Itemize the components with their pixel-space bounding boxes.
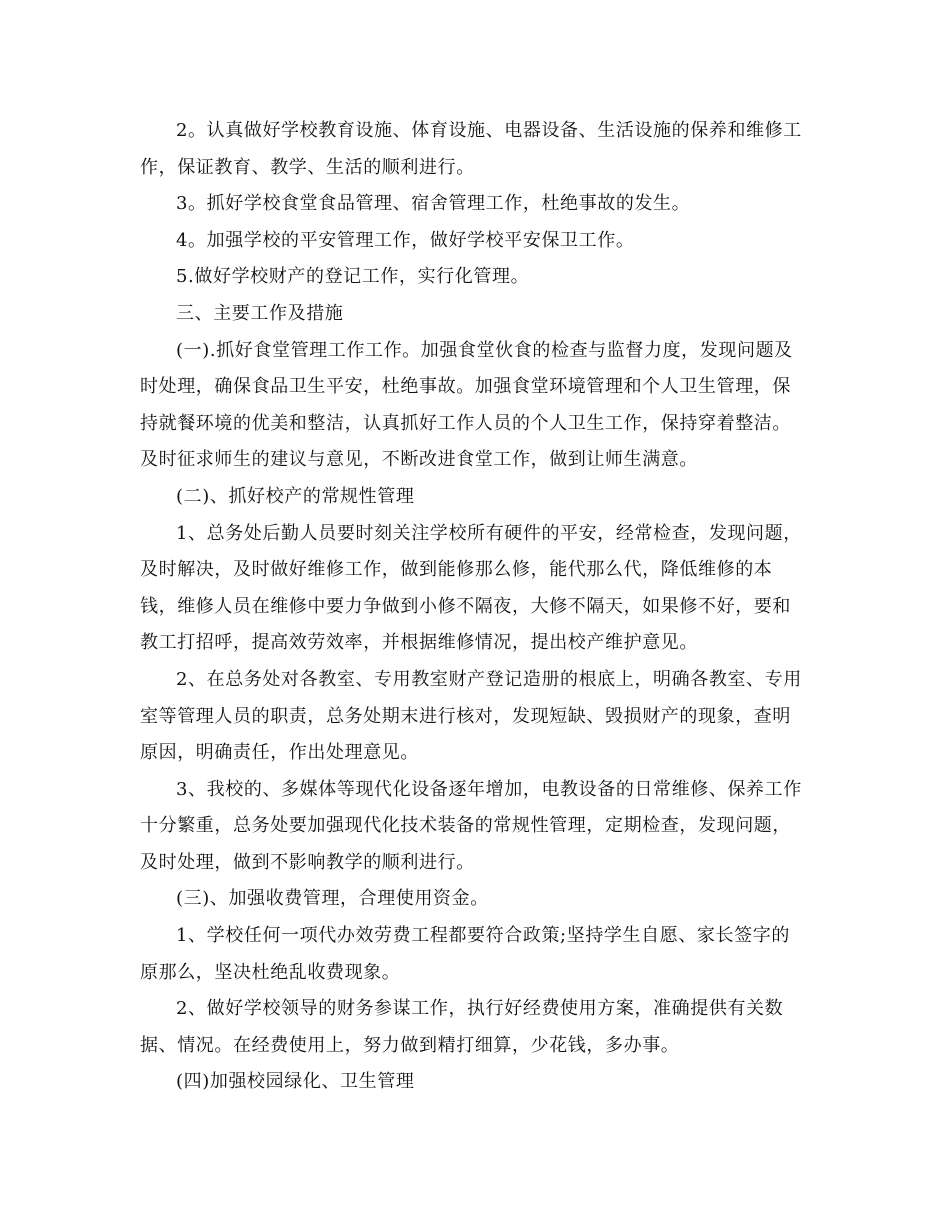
document-body bbox=[140, 113, 810, 1101]
paragraph-line: 及时征求师生的建议与意见，不断改进食堂工作，做到让师生满意。 bbox=[140, 449, 698, 471]
paragraph-first-line: 2、在总务处对各教室、专用教室财产登记造册的根底上，明确各教室、专用 bbox=[176, 668, 802, 690]
paragraph bbox=[140, 881, 810, 918]
paragraph-line: 及时解决，及时做好维修工作，做到能修那么修，能代那么代，降低维修的本 bbox=[140, 559, 773, 581]
paragraph-line: 十分繁重，总务处要加强现代化技术装备的常规性管理，定期检查，发现问题， bbox=[140, 815, 791, 837]
paragraph bbox=[140, 1064, 810, 1101]
paragraph-line: 教工打招呼，提高效劳效率，并根据维修情况，提出校产维护意见。 bbox=[140, 632, 698, 654]
paragraph-first-line: 4。加强学校的平安管理工作，做好学校平安保卫工作。 bbox=[176, 229, 635, 251]
paragraph bbox=[140, 918, 810, 991]
paragraph bbox=[140, 479, 810, 516]
paragraph-first-line: (三)、加强收费管理，合理使用资金。 bbox=[176, 888, 489, 910]
paragraph bbox=[140, 333, 810, 479]
paragraph bbox=[140, 223, 810, 260]
paragraph-line: 及时处理，做到不影响教学的顺利进行。 bbox=[140, 851, 475, 873]
paragraph-first-line: 2。认真做好学校教育设施、体育设施、电器设备、生活设施的保养和维修工 bbox=[176, 120, 802, 141]
paragraph-first-line: 三、主要工作及措施 bbox=[176, 302, 344, 324]
paragraph bbox=[140, 259, 810, 296]
paragraph-first-line: 2、做好学校领导的财务参谋工作，执行好经费使用方案，准确提供有关数 bbox=[176, 998, 784, 1020]
paragraph-line: 持就餐环境的优美和整洁，认真抓好工作人员的个人卫生工作，保持穿着整洁。 bbox=[140, 412, 791, 434]
paragraph-line: 室等管理人员的职责，总务处期末进行核对，发现短缺、毁损财产的现象，查明 bbox=[140, 705, 791, 727]
paragraph-first-line: 3。抓好学校食堂食品管理、宿舍管理工作，杜绝事故的发生。 bbox=[176, 193, 691, 215]
paragraph-first-line: 1、总务处后勤人员要时刻关注学校所有硬件的平安，经常检查，发现问题， bbox=[176, 522, 802, 544]
paragraph bbox=[140, 516, 810, 662]
paragraph-first-line: 1、学校任何一项代办效劳费工程都要符合政策;坚持学生自愿、家长签字的 bbox=[176, 925, 790, 947]
paragraph-line: 作，保证教育、教学、生活的顺利进行。 bbox=[140, 156, 475, 178]
paragraph-first-line: (四)加强校园绿化、卫生管理 bbox=[176, 1071, 415, 1093]
paragraph-first-line: (二)、抓好校产的常规性管理 bbox=[176, 485, 415, 507]
paragraph bbox=[140, 186, 810, 223]
paragraph-line: 据、情况。在经费使用上，努力做到精打细算，少花钱，多办事。 bbox=[140, 1034, 680, 1056]
paragraph-line: 钱，维修人员在维修中要力争做到小修不隔夜，大修不隔天，如果修不好，要和 bbox=[140, 595, 791, 617]
paragraph bbox=[140, 991, 810, 1064]
paragraph-line: 原因，明确责任，作出处理意见。 bbox=[140, 742, 419, 764]
paragraph-line: 时处理，确保食品卫生平安，杜绝事故。加强食堂环境管理和个人卫生管理，保 bbox=[140, 376, 791, 398]
paragraph bbox=[140, 662, 810, 772]
paragraph bbox=[140, 113, 810, 186]
paragraph-line: 原那么，坚决杜绝乱收费现象。 bbox=[140, 961, 401, 983]
paragraph bbox=[140, 772, 810, 882]
paragraph-first-line: 5.做好学校财产的登记工作，实行化管理。 bbox=[176, 266, 530, 288]
paragraph-first-line: (一).抓好食堂管理工作工作。加强食堂伙食的检查与监督力度，发现问题及 bbox=[176, 339, 793, 361]
paragraph-first-line: 3、我校的、多媒体等现代化设备逐年增加，电教设备的日常维修、保养工作 bbox=[176, 778, 802, 800]
paragraph bbox=[140, 296, 810, 333]
